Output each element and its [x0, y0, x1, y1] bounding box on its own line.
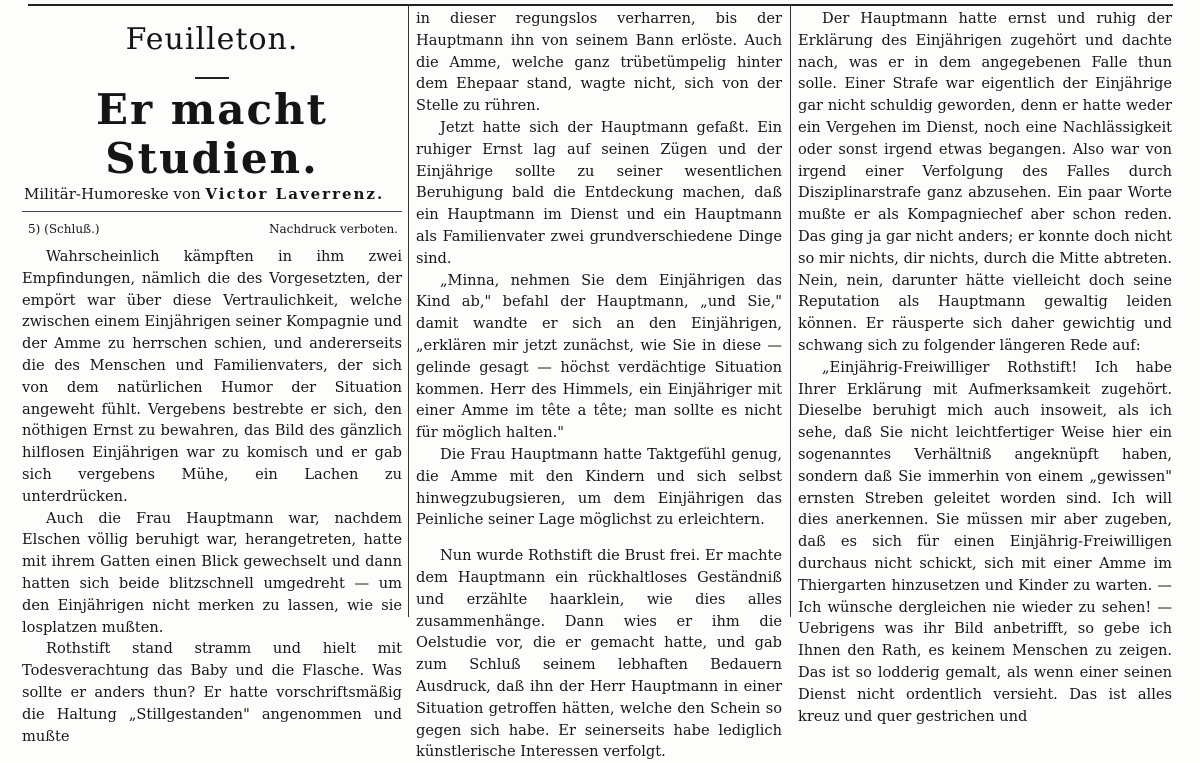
- paragraph: Jetzt hatte sich der Hauptmann gefaßt. Ein ruhiger Ernst lag auf seinen Zügen und der Einjährige sollte zu seiner wesentlichen Beruhigung bald die Entdeckung machen, daß ein Hauptmann im Dienst und ein Hauptmann als Familienvater zwei grundverschiedene Dinge sind.: [416, 118, 782, 267]
- paragraph-gap: [416, 531, 782, 545]
- article-meta: [28, 222, 398, 236]
- byline-divider: [22, 211, 402, 212]
- paragraph: Der Hauptmann hatte ernst und ruhig der Erklärung des Einjährigen zugehört und dachte nach, was er in dem angegebenen Falle thun solle. Einer Strafe war eigentlich der Einjährige gar nicht schuldig geworden, denn er hatte weder ein Vergehen im Dienst, noch eine Nachlässigkeit oder sonst irgend etwas begangen. Also war von irgend einer Verfolgung des Falles durch Disziplinarstrafe ganz abzusehen. Ein paar Worte mußte er als Kompagniechef aber schon reden. Das ging ja gar nicht anders; er konnte doch nicht so mir nichts, dir nichts, durch die Mitte abtreten. Nein, nein, darunter hätte vielleicht doch seine Reputation als Hauptmann gewaltig leiden können. Er räusperte sich daher gewichtig und schwang sich zu folgender längeren Rede auf:: [798, 10, 1172, 354]
- paragraph: „Minna, nehmen Sie dem Einjährigen das Kind ab," befahl der Hauptmann, „und Sie," damit wandte er sich an den Einjährigen, „erklären mir jetzt zunächst, wie Sie in diese — gelinde gesagt — höchst verdächtige Situation kommen. Herr des Himmels, ein Einjähriger mit einer Amme im tête a tête; man sollte es nicht für möglich halten.": [416, 271, 782, 442]
- column-3: [798, 8, 1172, 727]
- paragraph: Die Frau Hauptmann hatte Taktgefühl genug, die Amme mit den Kindern und sich selbst hinwegzubugsieren, um dem Einjährigen das Peinliche seiner Lage möglichst zu erleichtern.: [416, 445, 782, 529]
- top-rule: [28, 4, 1173, 6]
- byline-prefix: Militär-Humoreske von: [24, 185, 201, 203]
- paragraph: Auch die Frau Hauptmann war, nachdem Elschen völlig beruhigt war, herangetreten, hatte mit ihrem Gatten einen Blick gewechselt und dann hatten sich beide blitzschnell umgedreht — um den Einjährigen nicht merken zu lassen, wie sie losplatzen mußten.: [22, 509, 402, 636]
- column-divider: [408, 4, 409, 617]
- byline: [24, 185, 402, 203]
- paragraph: Wahrscheinlich kämpften in ihm zwei Empfindungen, nämlich die des Vorgesetzten, der empört war über diese Vertraulichkeit, welche zwischen einem Einjährigen seiner Kompagnie und der Amme zu herrschen schien, und andererseits die des Menschen und Familienvaters, der sich von dem natürlichen Humor der Situation angeweht fühlt. Vergebens bestrebte er sich, den nöthigen Ernst zu bewahren, das Bild des gänzlich hilflosen Einjährigen war zu komisch und er gab sich vergebens Mühe, ein Lachen zu unterdrücken.: [22, 248, 402, 505]
- author-name: Victor Laverrenz.: [205, 185, 385, 203]
- article-headline: Er macht Studien.: [96, 85, 328, 183]
- title-divider: [195, 77, 229, 79]
- paragraph: Rothstift stand stramm und hielt mit Todesverachtung das Baby und die Flasche. Was sollte er anders thun? Er hatte vorschriftsmäßig die Haltung „Stillgestanden" angenommen und mußte: [22, 640, 402, 745]
- paragraph: in dieser regungslos verharren, bis der Hauptmann ihn von seinem Bann erlöste. Auch die Amme, welche ganz trübetümpelig hinter dem Ehepaar stand, wagte nicht, sich von der Stelle zu rühren.: [416, 10, 782, 115]
- column-1: [22, 8, 402, 747]
- paragraph: Nun wurde Rothstift die Brust frei. Er machte dem Hauptmann ein rückhaltloses Geständniß und erzählte haarklein, wie dies alles zusammenhänge. Dann wies er ihm die Oelstudie vor, die er gemacht hatte, und gab zum Schluß seinem lebhaften Bedauern Ausdruck, daß ihn der Herr Hauptmann in einer Situation getroffen hätten, welche den Schein so gegen sich habe. Er seinerseits habe lediglich künstlerische Interessen verfolgt.: [416, 547, 782, 761]
- paragraph: „Einjährig-Freiwilliger Rothstift! Ich habe Ihrer Erklärung mit Aufmerksamkeit zugehört. Dieselbe beruhigt mich auch insoweit, als ich sehe, daß Sie nicht leichtfertiger Weise hier ein sogenanntes Verhältniß angeknüpft haben, sondern daß Sie immerhin von einem „gewissen" ernsten Streben geleitet worden sind. Ich will dies anerkennen. Sie müssen mir aber zugeben, daß es sich für einen Einjährig-Freiwilligen durchaus nicht schickt, sich mit einer Amme im Thiergarten hinzusetzen und Kinder zu warten. — Ich wünsche dergleichen nie wieder zu sehen! — Uebrigens was ihr Bild anbetrifft, so gebe ich Ihnen den Rath, es keinem Menschen zu zeigen. Das ist so lodderig gemalt, als wenn einer seinen Dienst nicht ordentlich versieht. Das ist alles kreuz und quer gestrichen und: [798, 358, 1172, 725]
- part-label: 5) (Schluß.): [28, 222, 100, 236]
- reprint-notice: Nachdruck verboten.: [268, 222, 398, 236]
- column-2: [416, 8, 782, 763]
- column-divider: [790, 4, 791, 617]
- section-title: Feuilleton.: [125, 22, 299, 57]
